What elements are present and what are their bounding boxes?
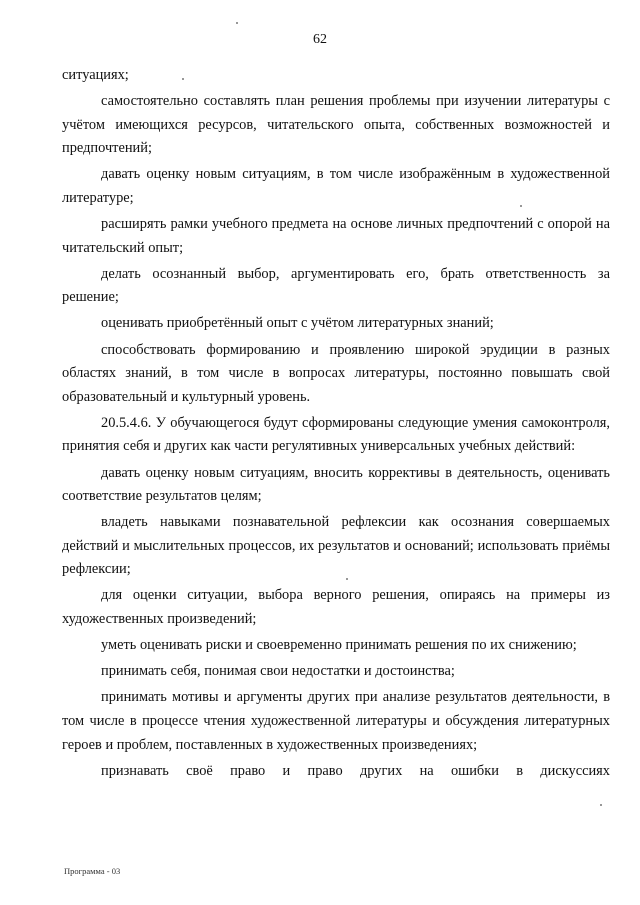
scan-speck	[346, 578, 348, 580]
paragraph: способствовать формированию и проявлению широкой эрудиции в разных областях знаний, в том числе в вопросах литературы, постоянно повышать свой образовательный и культурный уровень.	[62, 341, 610, 405]
paragraph: ситуациях;	[62, 67, 129, 83]
paragraph: владеть навыками познавательной рефлексии как осознания совершаемых действий и мыслительных процессов, их результатов и оснований; использовать приёмы рефлексии;	[62, 514, 610, 578]
paragraph: делать осознанный выбор, аргументировать его, брать ответственность за решение;	[62, 265, 610, 306]
scan-speck	[600, 804, 602, 806]
paragraph: принимать мотивы и аргументы других при анализе результатов деятельности, в том числе в процессе чтения художественной литературы и обсуждения литературных героев и проблем, поставленных в художественных произведениях;	[62, 689, 610, 753]
paragraph: принимать себя, понимая свои недостатки и достоинства;	[101, 663, 455, 680]
scan-speck	[520, 205, 522, 207]
paragraph: давать оценку новым ситуациям, в том числе изображённым в художественной литературе;	[62, 166, 610, 206]
body-text	[62, 64, 610, 786]
paragraph: признавать своё право и право других на ошибки в дискуссиях	[101, 762, 610, 779]
paragraph: самостоятельно составлять план решения проблемы при изучении литературы с учётом имеющихся ресурсов, читательского опыта, собственных возможностей и предпочтений;	[62, 93, 610, 157]
paragraph: расширять рамки учебного предмета на основе личных предпочтений с опорой на читательский опыт;	[62, 216, 610, 256]
scan-speck	[182, 78, 184, 80]
paragraph: уметь оценивать риски и своевременно принимать решения по их снижению;	[101, 637, 577, 654]
paragraph: оценивать приобретённый опыт с учётом литературных знаний;	[101, 315, 494, 332]
paragraph: для оценки ситуации, выбора верного решения, опираясь на примеры из художественных произведений;	[62, 587, 610, 628]
scan-speck	[236, 22, 238, 24]
page-number: 62	[313, 32, 327, 47]
paragraph: давать оценку новым ситуациям, вносить коррективы в деятельность, оценивать соответствие результатов целям;	[62, 464, 610, 505]
footer-label: Программа - 03	[64, 866, 121, 876]
section-paragraph: 20.5.4.6. У обучающегося будут сформированы следующие умения самоконтроля, принятия себя и других как части регулятивных универсальных учебных действий:	[62, 414, 610, 455]
